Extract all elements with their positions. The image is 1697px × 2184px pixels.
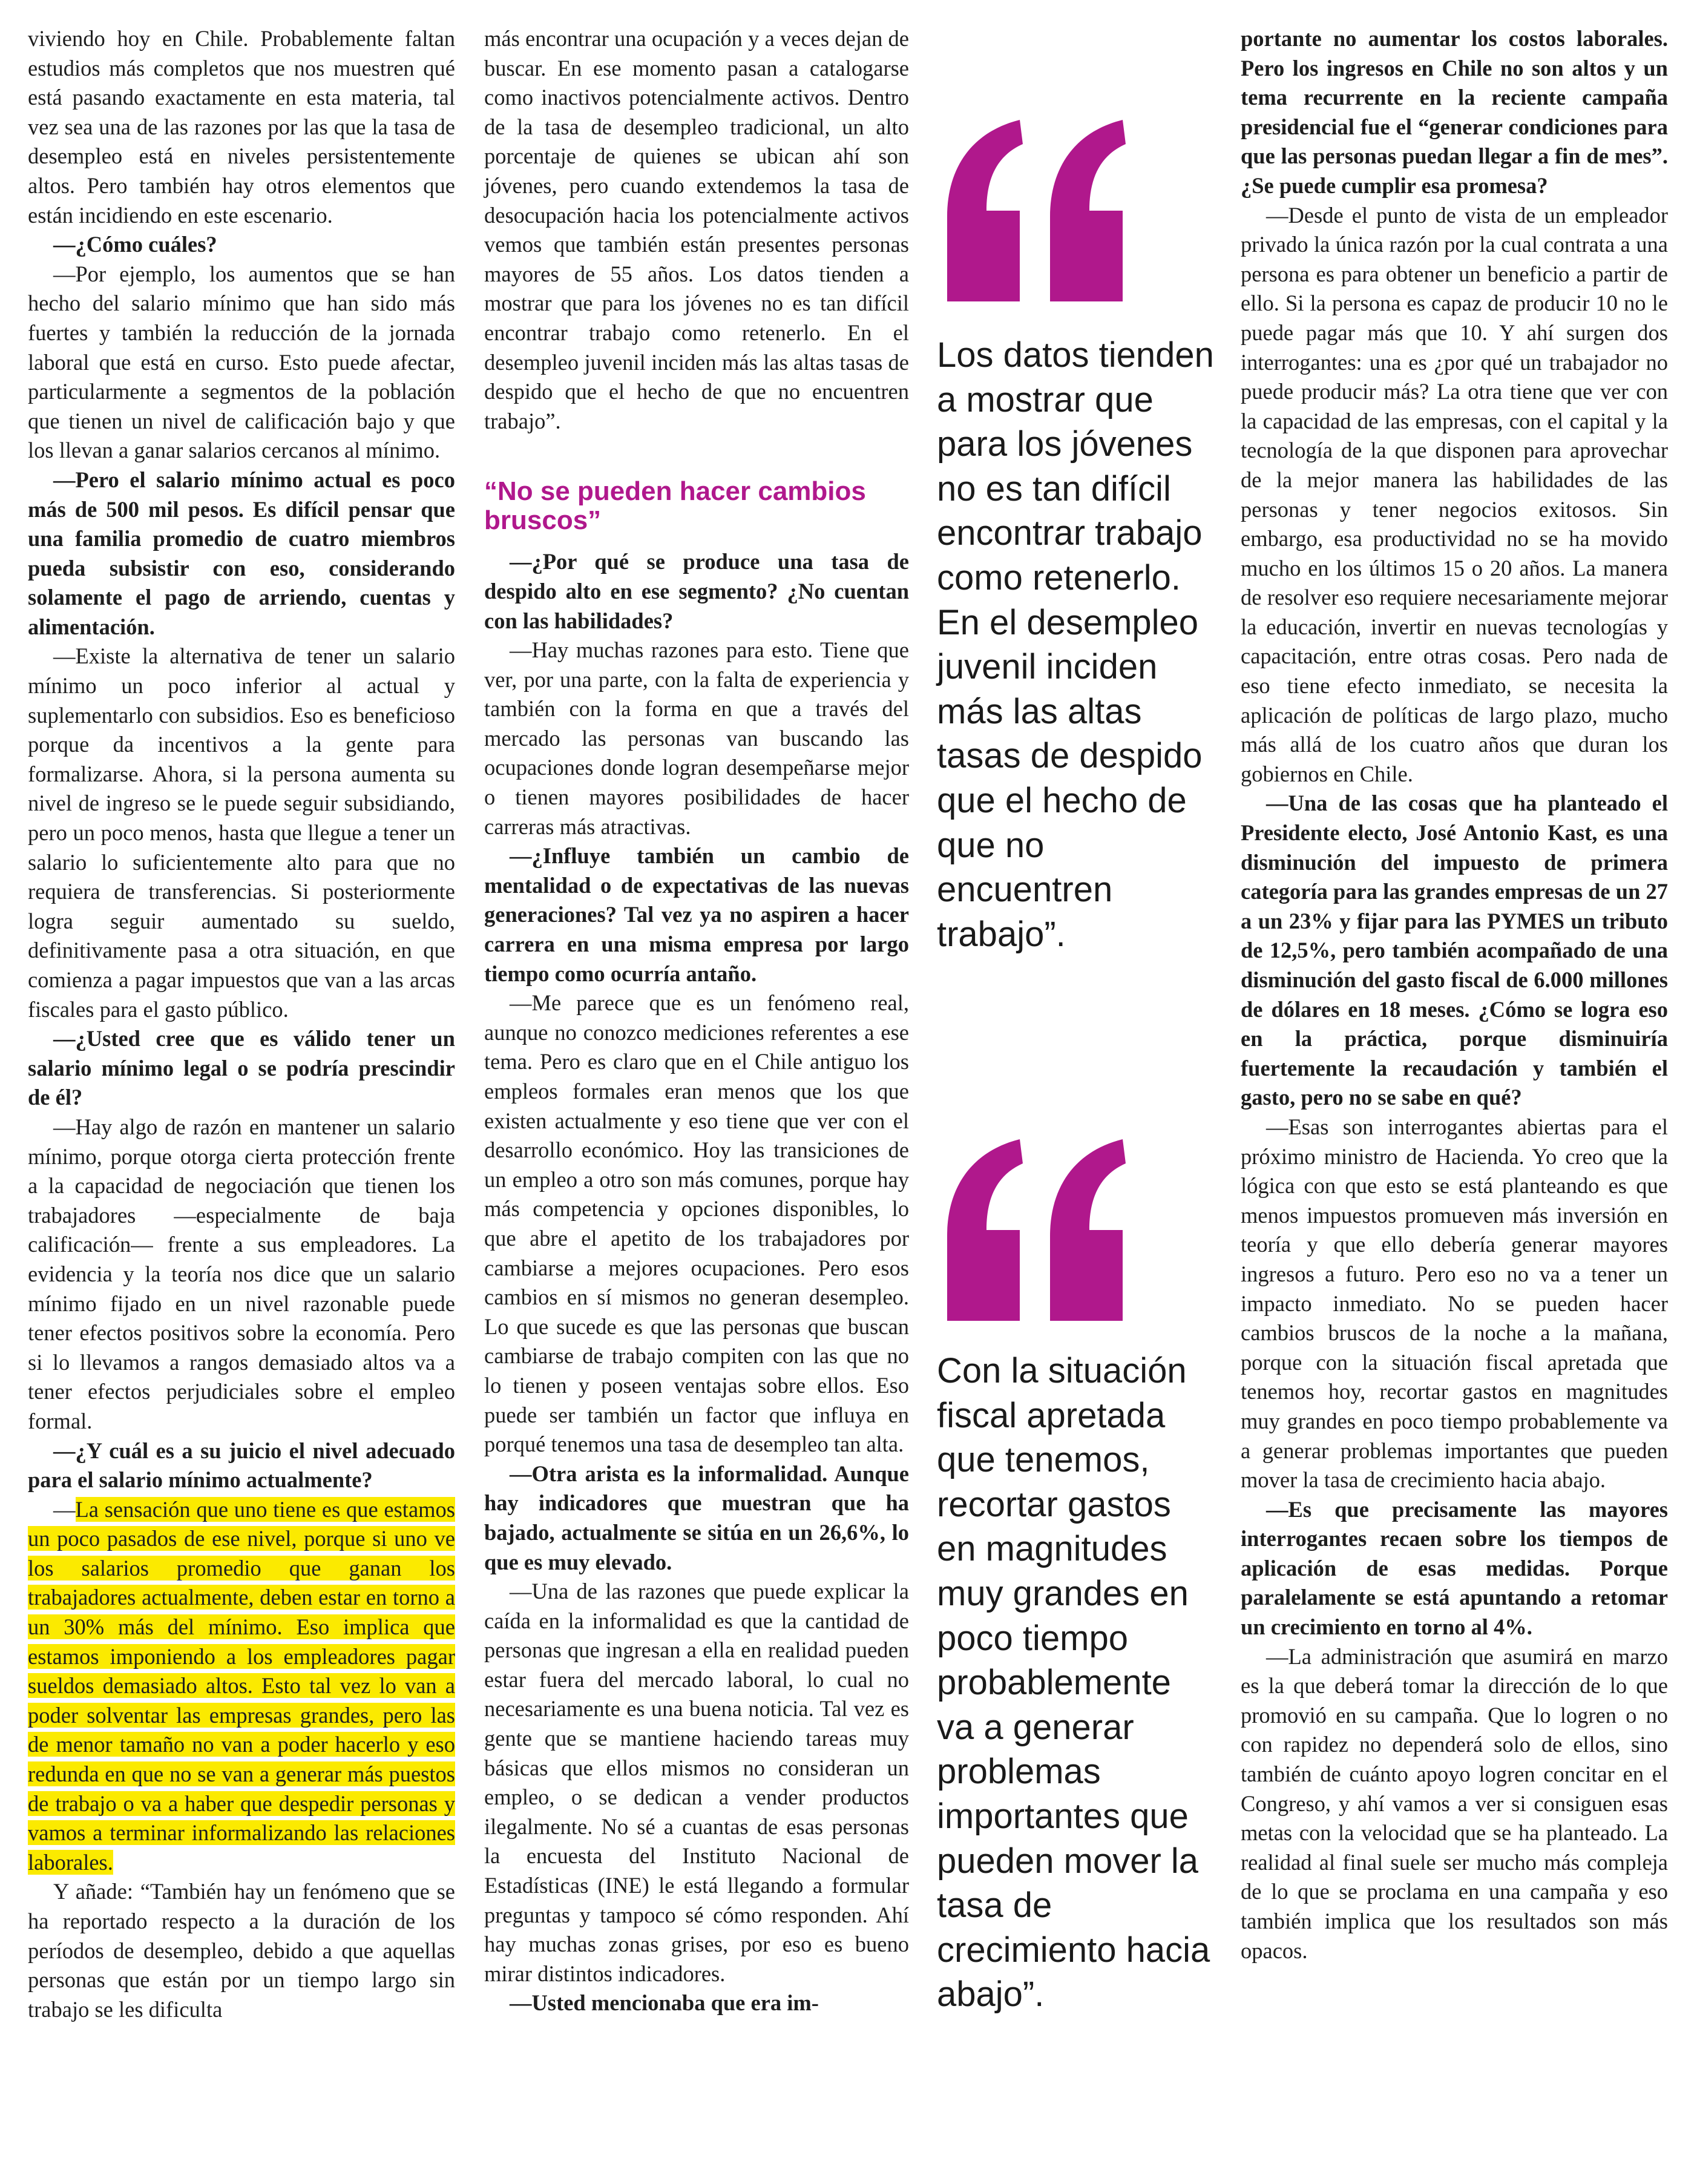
interview-question: portante no aumentar los costos laborales. Pero los ingresos en Chile no son altos y un tema recurrente en la reciente campaña presidencial fue el “generar condiciones para que las personas puedan llegar a fin de mes”. ¿Se puede cumplir esa promesa?	[1241, 26, 1668, 198]
quote-mark-icon	[935, 120, 1135, 301]
interview-question: —Pero el salario mínimo actual es poco más de 500 mil pesos. Es difícil pensar que una familia promedio de cuatro miembros pueda subsistir con eso, considerando solamente el pago de arriendo, cuentas y alimentación.	[28, 467, 455, 639]
interview-answer: —La administración que asumirá en marzo es la que deberá tomar la dirección de lo que promovió en su campaña. Que lo logren o no con rapidez no dependerá solo de ellos, sino también de cuánto apoyo logren concitar en el Congreso, y ahí vamos a ver si consiguen esas metas con la velocidad que se ha planteado. La realidad al final suele ser mucho más compleja de lo que se proclama en una campaña y eso también implica que los resultados son más opacos.	[1241, 1643, 1668, 1963]
interview-question: —¿Usted cree que es válido tener un salario mínimo legal o se podría prescindir de él?	[28, 1026, 455, 1110]
article-column-4	[1241, 24, 1668, 1965]
pull-quote-2: Con la situación fiscal apretada que tenemos, recortar gastos en magnitudes muy grandes en poco tiempo probablemente va a generar problemas importantes que pueden mover la tasa de crecimiento hacia abajo”.	[937, 1351, 1210, 2015]
quote-mark-icon	[935, 1139, 1135, 1321]
interview-answer: —Hay muchas razones para esto. Tiene que ver, por una parte, con la falta de experiencia y también con la forma en que a través del mercado las personas van buscando las ocupaciones donde logran desempeñarse mejor o tienen mayores posibilidades de hacer carreras más atractivas.	[484, 637, 909, 839]
interview-answer: —Me parece que es un fenómeno real, aunque no conozco mediciones referentes a ese tema. Pero es claro que en el Chile antiguo los empleos formales eran menos que los que existen actualmente y eso tiene que ver con el desarrollo económico. Hoy las transiciones de un empleo a otro son más comunes, porque hay más competencia y opciones disponibles, lo que abre el apetito de los trabajadores por cambiarse a mejores ocupaciones. Pero esos cambios en sí mismos no generan desempleo. Lo que sucede es que las personas que buscan cambiarse de trabajo compiten con las que no lo tienen y poseen ventajas sobre ellos. Eso puede ser también un factor que influya en porqué tenemos una tasa de desempleo tan alta.	[484, 990, 909, 1457]
interview-question: —Otra arista es la informalidad. Aunque hay indicadores que muestran que ha bajado, actualmente se sitúa en un 26,6%, lo que es muy elevado.	[484, 1461, 909, 1574]
pull-quote-1: Los datos tienden a mostrar que para los jóvenes no es tan difícil encontrar trabajo como retenerlo. En el desempleo juvenil inciden más las altas tasas de despido que el hecho de que no encuentren trabajo”.	[937, 335, 1214, 954]
highlighted-passage: La sensación que uno tiene es que estamos un poco pasados de ese nivel, porque si uno ve los salarios promedio que ganan los trabajadores actualmente, deben estar en torno a un 30% más del mínimo. Eso implica que estamos imponiendo a los empleadores pagar sueldos demasiado altos. Esto tal vez lo van a poder solventar las empresas grandes, pero las de menor tamaño no van a poder hacerlo y eso redunda en que no se van a generar más puestos de trabajo o va a haber que despedir personas y vamos a terminar informalizando las relaciones laborales.	[28, 1496, 455, 1875]
article-column-2	[484, 24, 909, 2018]
interview-question: —Una de las cosas que ha planteado el Presidente electo, José Antonio Kast, es una disminución del impuesto de primera categoría para las grandes empresas de un 27 a un 23% y fijar para las PYMES un tributo de 12,5%, pero también acompañado de una disminución del gasto fiscal de 6.000 millones de dólares en 18 meses. ¿Cómo se logra eso en la práctica, porque disminuiría fuertemente la recaudación y también el gasto, pero no se sabe en qué?	[1241, 791, 1668, 1110]
interview-answer: —Desde el punto de vista de un empleador privado la única razón por la cual contrata a una persona es para obtener un beneficio a partir de ello. Si la persona es capaz de producir 10 no le puede pagar más que 10. Y ahí surgen dos interrogantes: una es ¿por qué un trabajador no puede producir más? La otra tiene que ver con la capacidad de las empresas, con el capital y la tecnología de la que disponen para aprovechar de la mejor manera las habilidades de las personas y tener negocios exitosos. Sin embargo, esa productividad no se ha movido mucho en los últimos 15 o 20 años. La manera de resolver eso requiere necesariamente mejorar la educación, invertir en nuevas tecnologías y capacitación, entre otras cosas. Pero nada de eso tiene efecto inmediato, se necesita la aplicación de políticas de largo plazo, mucho más allá de los cuatro años que duran los gobiernos en Chile.	[1241, 202, 1668, 786]
body-paragraph: más encontrar una ocupación y a veces dejan de buscar. En ese momento pasan a catalogarse como inactivos potencialmente activos. Dentro de la tasa de desempleo tradicional, un alto porcentaje de quienes se ubican ahí son jóvenes, pero cuando extendemos la tasa de desocupación hacia los potencialmente activos vemos que también están presentes personas mayores de 55 años. Los datos tienden a mostrar que para los jóvenes no es tan difícil encontrar trabajo como retenerlo. En el desempleo juvenil inciden más las altas tasas de despido que el hecho de que no encuentren trabajo”.	[484, 26, 909, 433]
interview-question: —¿Influye también un cambio de mentalidad o de expectativas de las nuevas generaciones? Tal vez ya no aspiren a hacer carrera en una misma empresa por largo tiempo como ocurría antaño.	[484, 843, 909, 986]
body-paragraph: Y añade: “También hay un fenómeno que se ha reportado respecto a la duración de los períodos de desempleo, debido a que aquellas personas que están por un tiempo largo sin trabajo se les dificulta	[28, 1879, 455, 2022]
interview-answer: —Hay algo de razón en mantener un salario mínimo, porque otorga cierta protección frente a la capacidad de negociación que tienen los trabajadores —especialmente de baja calificación— frente a sus empleadores. La evidencia y la teoría nos dice que un salario mínimo fijado en un nivel razonable puede tener efectos positivos sobre la economía. Pero si lo llevamos a rangos demasiado altos va a tener efectos perjudiciales sobre el empleo formal.	[28, 1114, 455, 1433]
interview-question: —Es que precisamente las mayores interrogantes recaen sobre los tiempos de aplicación de esas medidas. Porque paralelamente se está apuntando a retomar un crecimiento en torno al 4%.	[1241, 1496, 1668, 1640]
interview-answer: —Por ejemplo, los aumentos que se han hecho del salario mínimo que han sido más fuertes y también la reducción de la jornada laboral que está en curso. Esto puede afectar, particularmente a segmentos de la población que tienen un nivel de calificación bajo y que los llevan a ganar salarios cercanos al mínimo.	[28, 261, 455, 463]
answer-dash: —	[53, 1496, 76, 1522]
interview-answer: —Esas son interrogantes abiertas para el próximo ministro de Hacienda. Yo creo que la lógica con que esto se está planteando es que menos impuestos promueven más inversión en teoría y que ello debería generar mayores ingresos a futuro. Pero eso no va a tener un impacto inmediato. No se pueden hacer cambios bruscos de la noche a la mañana, porque con la situación fiscal apretada que tenemos hoy, recortar gastos en magnitudes muy grandes en poco tiempo probablemente va a generar problemas importantes que pueden mover la tasa de crecimiento hacia abajo.	[1241, 1114, 1668, 1493]
interview-question: —¿Y cuál es a su juicio el nivel adecuado para el salario mínimo actualmente?	[28, 1438, 455, 1493]
interview-answer-highlighted	[28, 1495, 455, 1878]
interview-answer: —Existe la alternativa de tener un salario mínimo un poco inferior al actual y suplementarlo con subsidios. Eso es beneficioso porque da incentivos a la gente para formalizarse. Ahora, si la persona aumenta su nivel de ingreso se le puede seguir subsidiando, pero un poco menos, hasta que llegue a tener un salario lo suficientemente alto para que no requiera de transferencias. Si posteriormente logra seguir aumentado su sueldo, definitivamente pasa a otra situación, en que comienza a pagar impuestos que van a las arcas fiscales para el gasto público.	[28, 643, 455, 1022]
interview-question: —¿Cómo cuáles?	[53, 232, 217, 257]
interview-question: —Usted mencionaba que era im-	[510, 1990, 819, 2016]
section-subheading: “No se pueden hacer cambios bruscos”	[484, 476, 866, 536]
body-paragraph: viviendo hoy en Chile. Probablemente faltan estudios más completos que nos muestren qué está pasando exactamente en esta materia, tal vez sea una de las razones por las que la tasa de desempleo está en niveles persistentemente altos. Pero también hay otros elementos que están incidiendo en este escenario.	[28, 26, 455, 228]
article-column-1	[28, 24, 455, 2024]
interview-answer: —Una de las razones que puede explicar la caída en la informalidad es que la cantidad de personas que ingresan a ella en realidad pueden estar fuera del mercado laboral, lo cual no necesariamente es una buena noticia. Tal vez es gente que se mantiene haciendo tareas muy básicas que ellos mismos no consideran un empleo, o se dedican a vender productos ilegalmente. No sé a cuantas de esas personas la encuesta del Instituto Nacional de Estadísticas (INE) le está llegando a formular preguntas y tampoco sé cómo responden. Ahí hay muchas zonas grises, por eso es bueno mirar distintos indicadores.	[484, 1579, 909, 1986]
interview-question: —¿Por qué se produce una tasa de despido alto en ese segmento? ¿No cuentan con las habilidades?	[484, 549, 909, 633]
